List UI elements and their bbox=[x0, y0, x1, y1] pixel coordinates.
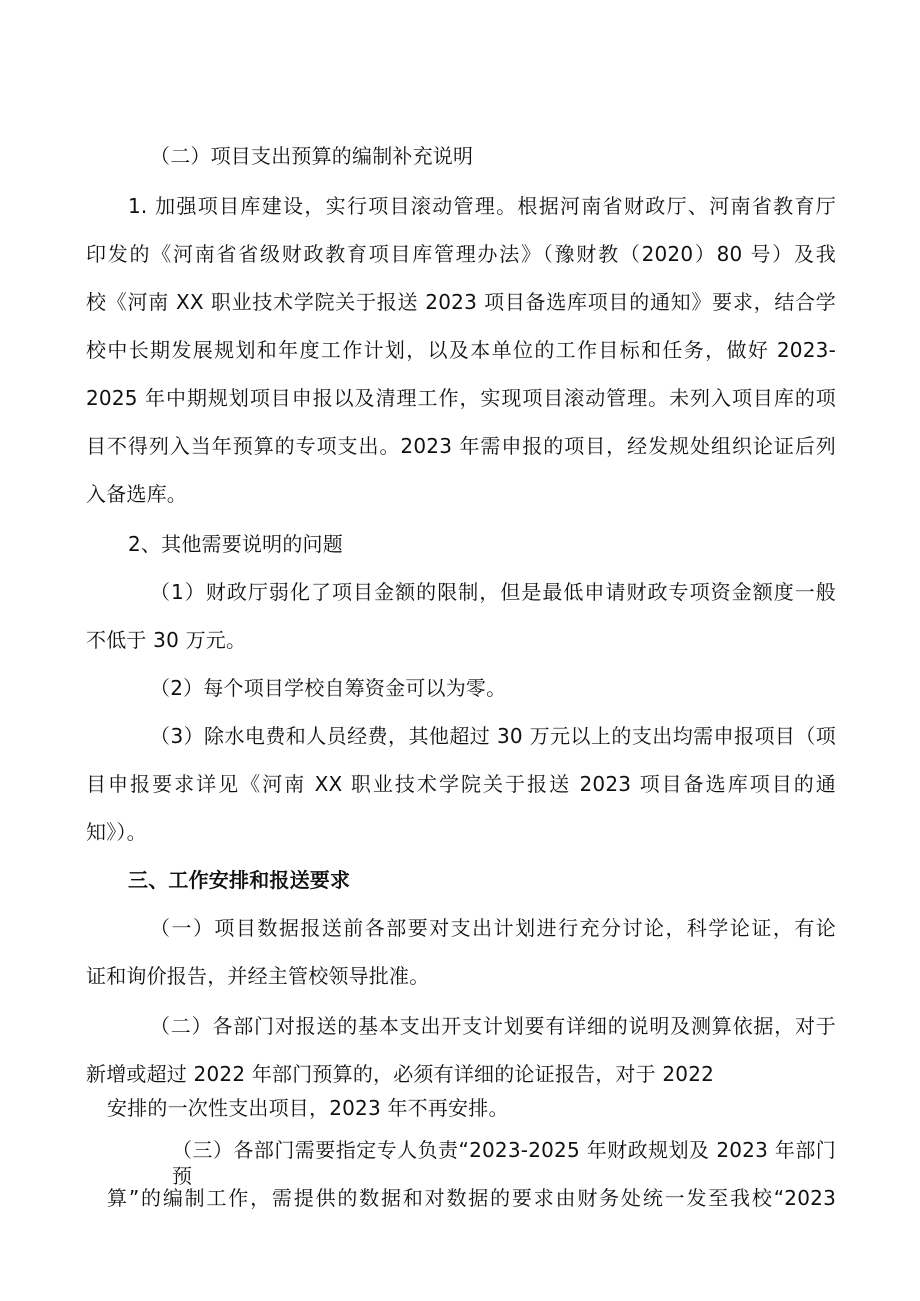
paragraph-line: 知》）。 bbox=[86, 820, 147, 844]
paragraph-line: 证和询价报告，并经主管校领导批准。 bbox=[86, 964, 430, 988]
paragraph-line: 安排的一次性支出项目，2023 年不再安排。 bbox=[107, 1096, 509, 1120]
paragraph-line: （2）每个项目学校自筹资金可以为零。 bbox=[150, 676, 507, 700]
paragraph-line: （3）除水电费和人员经费，其他超过 30 万元以上的支出均需申报项目（项 bbox=[150, 724, 836, 748]
paragraph-line: 2025 年中期规划项目申报以及清理工作，实现项目滚动管理。未列入项目库的项 bbox=[86, 386, 836, 410]
paragraph-line: 目申报要求详见《河南 XX 职业技术学院关于报送 2023 项目备选库项目的通 bbox=[86, 772, 836, 796]
paragraph-line: 目不得列入当年预算的专项支出。2023 年需申报的项目，经发规处组织论证后列 bbox=[86, 434, 836, 458]
paragraph-line: 1. 加强项目库建设，实行项目滚动管理。根据河南省财政厅、河南省教育厅 bbox=[128, 194, 836, 218]
subheading-project-budget: （二）项目支出预算的编制补充说明 bbox=[150, 144, 474, 168]
paragraph-line: （三）各部门需要指定专人负责“2023-2025 年财政规划及 2023 年部门预 bbox=[172, 1138, 836, 1188]
paragraph-line: 校《河南 XX 职业技术学院关于报送 2023 项目备选库项目的通知》要求，结合学 bbox=[86, 290, 836, 314]
paragraph-line: （二）各部门对报送的基本支出开支计划要有详细的说明及测算依据，对于 bbox=[150, 1014, 836, 1038]
paragraph-line: 入备选库。 bbox=[86, 482, 187, 506]
paragraph-line: 不低于 30 万元。 bbox=[86, 628, 247, 652]
paragraph-line: 算”的编制工作，需提供的数据和对数据的要求由财务处统一发至我校“2023 bbox=[107, 1186, 836, 1210]
subheading-other-issues: 2、其他需要说明的问题 bbox=[128, 532, 343, 556]
paragraph-line: 校中长期发展规划和年度工作计划，以及本单位的工作目标和任务，做好 2023- bbox=[86, 338, 836, 362]
paragraph-line: （1）财政厅弱化了项目金额的限制，但是最低申请财政专项资金额度一般 bbox=[150, 580, 836, 604]
section-heading-work-arrangement: 三、工作安排和报送要求 bbox=[128, 868, 351, 892]
paragraph-line: 新增或超过 2022 年部门预算的，必须有详细的论证报告，对于 2022 bbox=[86, 1062, 715, 1086]
paragraph-line: 印发的《河南省省级财政教育项目库管理办法》（豫财教（2020）80 号）及我 bbox=[86, 242, 836, 266]
paragraph-line: （一）项目数据报送前各部要对支出计划进行充分讨论，科学论证，有论 bbox=[150, 916, 836, 940]
